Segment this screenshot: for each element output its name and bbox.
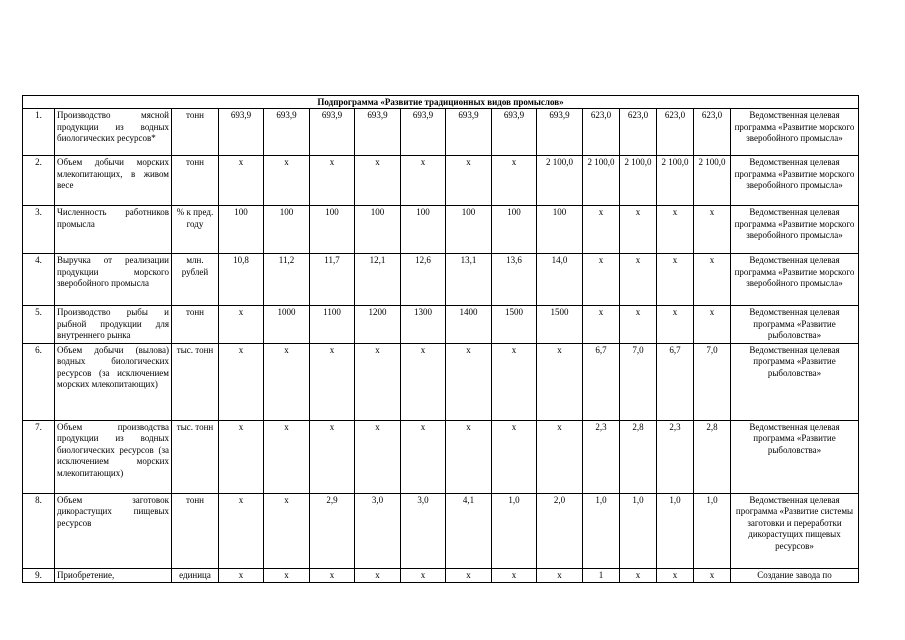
value-cell: x bbox=[446, 343, 492, 420]
row-number: 7. bbox=[23, 420, 55, 493]
value-cell: x bbox=[310, 420, 355, 493]
table-row bbox=[23, 109, 859, 156]
value-cell: 100 bbox=[310, 206, 355, 254]
value-cell: 13,6 bbox=[492, 254, 537, 306]
row-number: 2. bbox=[23, 156, 55, 206]
value-cell: 6,7 bbox=[657, 343, 694, 420]
value-cell: 11,2 bbox=[264, 254, 310, 306]
value-cell: 623,0 bbox=[583, 109, 620, 156]
value-cell: 693,9 bbox=[355, 109, 401, 156]
value-cell: 2,9 bbox=[310, 493, 355, 568]
unit-of-measure: единица bbox=[172, 568, 219, 583]
value-cell: x bbox=[492, 420, 537, 493]
value-cell: 100 bbox=[537, 206, 583, 254]
value-cell: 100 bbox=[264, 206, 310, 254]
value-cell: 2,3 bbox=[583, 420, 620, 493]
value-cell: 623,0 bbox=[694, 109, 731, 156]
value-cell: x bbox=[537, 568, 583, 583]
value-cell: 3,0 bbox=[355, 493, 401, 568]
value-cell: x bbox=[620, 568, 657, 583]
value-cell: x bbox=[264, 343, 310, 420]
value-cell: x bbox=[583, 306, 620, 344]
value-cell: 100 bbox=[446, 206, 492, 254]
indicator-name: Производство мясной продукции из водных биологических ресурсов* bbox=[55, 109, 172, 156]
value-cell: 10,8 bbox=[219, 254, 264, 306]
subprogram-title: Подпрограмма «Развитие традиционных видов промыслов» bbox=[23, 96, 859, 109]
value-cell: 2 100,0 bbox=[620, 156, 657, 206]
value-cell: 1,0 bbox=[657, 493, 694, 568]
indicator-name: Численность работников промысла bbox=[55, 206, 172, 254]
value-cell: x bbox=[537, 420, 583, 493]
value-cell: x bbox=[401, 568, 446, 583]
value-cell: 693,9 bbox=[310, 109, 355, 156]
value-cell: x bbox=[694, 254, 731, 306]
value-cell: 100 bbox=[401, 206, 446, 254]
unit-of-measure: млн. рублей bbox=[172, 254, 219, 306]
value-cell: 100 bbox=[492, 206, 537, 254]
value-cell: 693,9 bbox=[446, 109, 492, 156]
unit-of-measure: тонн bbox=[172, 493, 219, 568]
value-cell: x bbox=[401, 156, 446, 206]
value-cell: 2 100,0 bbox=[583, 156, 620, 206]
value-cell: x bbox=[694, 568, 731, 583]
value-cell: 1200 bbox=[355, 306, 401, 344]
value-cell: 1500 bbox=[537, 306, 583, 344]
value-cell: 6,7 bbox=[583, 343, 620, 420]
program-name: Ведомственная целевая программа «Развитие морского зверобойного промысла» bbox=[731, 109, 859, 156]
value-cell: 693,9 bbox=[264, 109, 310, 156]
value-cell: x bbox=[446, 568, 492, 583]
program-name: Ведомственная целевая программа «Развитие системы заготовки и переработки дикорастущих пищевых ресурсов» bbox=[731, 493, 859, 568]
row-number: 5. bbox=[23, 306, 55, 344]
value-cell: x bbox=[355, 420, 401, 493]
value-cell: x bbox=[264, 420, 310, 493]
value-cell: 623,0 bbox=[657, 109, 694, 156]
unit-of-measure: тонн bbox=[172, 156, 219, 206]
value-cell: x bbox=[492, 568, 537, 583]
value-cell: 1,0 bbox=[620, 493, 657, 568]
indicator-name: Производство рыбы и рыбной продукции для внутреннего рынка bbox=[55, 306, 172, 344]
value-cell: 3,0 bbox=[401, 493, 446, 568]
indicators-table bbox=[22, 95, 859, 583]
value-cell: 693,9 bbox=[492, 109, 537, 156]
table-row bbox=[23, 206, 859, 254]
row-number: 8. bbox=[23, 493, 55, 568]
unit-of-measure: тыс. тонн bbox=[172, 343, 219, 420]
program-name: Ведомственная целевая программа «Развитие морского зверобойного промысла» bbox=[731, 156, 859, 206]
value-cell: 693,9 bbox=[219, 109, 264, 156]
row-number: 4. bbox=[23, 254, 55, 306]
value-cell: 2 100,0 bbox=[657, 156, 694, 206]
value-cell: 2,3 bbox=[657, 420, 694, 493]
table-row bbox=[23, 254, 859, 306]
value-cell: x bbox=[264, 493, 310, 568]
value-cell: 7,0 bbox=[694, 343, 731, 420]
value-cell: 693,9 bbox=[537, 109, 583, 156]
value-cell: x bbox=[264, 568, 310, 583]
value-cell: 1400 bbox=[446, 306, 492, 344]
subprogram-header-row bbox=[23, 96, 859, 109]
value-cell: 4,1 bbox=[446, 493, 492, 568]
value-cell: x bbox=[310, 343, 355, 420]
value-cell: 100 bbox=[219, 206, 264, 254]
program-name: Ведомственная целевая программа «Развитие рыболовства» bbox=[731, 306, 859, 344]
value-cell: x bbox=[310, 568, 355, 583]
value-cell: x bbox=[657, 568, 694, 583]
value-cell: 1,0 bbox=[492, 493, 537, 568]
indicator-name: Объем добычи морских млекопитающих, в живом весе bbox=[55, 156, 172, 206]
row-number: 3. bbox=[23, 206, 55, 254]
value-cell: x bbox=[219, 568, 264, 583]
value-cell: 2 100,0 bbox=[537, 156, 583, 206]
value-cell: 1100 bbox=[310, 306, 355, 344]
program-name: Ведомственная целевая программа «Развитие морского зверобойного промысла» bbox=[731, 206, 859, 254]
value-cell: x bbox=[310, 156, 355, 206]
program-name: Ведомственная целевая программа «Развитие морского зверобойного промысла» bbox=[731, 254, 859, 306]
row-number: 6. bbox=[23, 343, 55, 420]
indicator-name: Приобретение, bbox=[55, 568, 172, 583]
table-row bbox=[23, 306, 859, 344]
value-cell: 13,1 bbox=[446, 254, 492, 306]
program-name: Ведомственная целевая программа «Развитие рыболовства» bbox=[731, 343, 859, 420]
value-cell: 1,0 bbox=[694, 493, 731, 568]
program-name: Создание завода по bbox=[731, 568, 859, 583]
value-cell: x bbox=[219, 493, 264, 568]
value-cell: x bbox=[355, 343, 401, 420]
value-cell: x bbox=[583, 254, 620, 306]
value-cell: x bbox=[657, 206, 694, 254]
unit-of-measure: тонн bbox=[172, 306, 219, 344]
program-name: Ведомственная целевая программа «Развитие рыболовства» bbox=[731, 420, 859, 493]
table-row bbox=[23, 493, 859, 568]
value-cell: x bbox=[620, 254, 657, 306]
value-cell: x bbox=[355, 156, 401, 206]
value-cell: 1,0 bbox=[583, 493, 620, 568]
value-cell: x bbox=[537, 343, 583, 420]
value-cell: x bbox=[219, 156, 264, 206]
value-cell: 1 bbox=[583, 568, 620, 583]
value-cell: 11,7 bbox=[310, 254, 355, 306]
value-cell: x bbox=[401, 420, 446, 493]
value-cell: 12,1 bbox=[355, 254, 401, 306]
value-cell: 2,8 bbox=[694, 420, 731, 493]
row-number: 1. bbox=[23, 109, 55, 156]
table-row bbox=[23, 156, 859, 206]
value-cell: x bbox=[694, 206, 731, 254]
value-cell: x bbox=[583, 206, 620, 254]
table-row bbox=[23, 343, 859, 420]
unit-of-measure: тонн bbox=[172, 109, 219, 156]
value-cell: x bbox=[657, 306, 694, 344]
value-cell: x bbox=[219, 306, 264, 344]
value-cell: 14,0 bbox=[537, 254, 583, 306]
indicator-name: Объем добычи (вылова) водных биологических ресурсов (за исключением морских млекопитающих) bbox=[55, 343, 172, 420]
table-row bbox=[23, 420, 859, 493]
value-cell: x bbox=[401, 343, 446, 420]
unit-of-measure: тыс. тонн bbox=[172, 420, 219, 493]
value-cell: 100 bbox=[355, 206, 401, 254]
indicator-name: Выручка от реализации продукции морского зверобойного промысла bbox=[55, 254, 172, 306]
value-cell: 12,6 bbox=[401, 254, 446, 306]
indicator-name: Объем производства продукции из водных биологических ресурсов (за исключением морских млекопитающих) bbox=[55, 420, 172, 493]
value-cell: x bbox=[694, 306, 731, 344]
value-cell: x bbox=[219, 343, 264, 420]
table-row bbox=[23, 568, 859, 583]
value-cell: 7,0 bbox=[620, 343, 657, 420]
value-cell: x bbox=[492, 343, 537, 420]
value-cell: x bbox=[657, 254, 694, 306]
indicator-name: Объем заготовок дикорастущих пищевых ресурсов bbox=[55, 493, 172, 568]
unit-of-measure: % к пред. году bbox=[172, 206, 219, 254]
value-cell: 2 100,0 bbox=[694, 156, 731, 206]
value-cell: 623,0 bbox=[620, 109, 657, 156]
value-cell: 1300 bbox=[401, 306, 446, 344]
value-cell: 2,8 bbox=[620, 420, 657, 493]
value-cell: x bbox=[620, 306, 657, 344]
value-cell: x bbox=[264, 156, 310, 206]
row-number: 9. bbox=[23, 568, 55, 583]
value-cell: x bbox=[620, 206, 657, 254]
value-cell: 2,0 bbox=[537, 493, 583, 568]
value-cell: x bbox=[219, 420, 264, 493]
value-cell: x bbox=[446, 420, 492, 493]
value-cell: 693,9 bbox=[401, 109, 446, 156]
value-cell: x bbox=[446, 156, 492, 206]
value-cell: 1500 bbox=[492, 306, 537, 344]
value-cell: 1000 bbox=[264, 306, 310, 344]
value-cell: x bbox=[492, 156, 537, 206]
value-cell: x bbox=[355, 568, 401, 583]
